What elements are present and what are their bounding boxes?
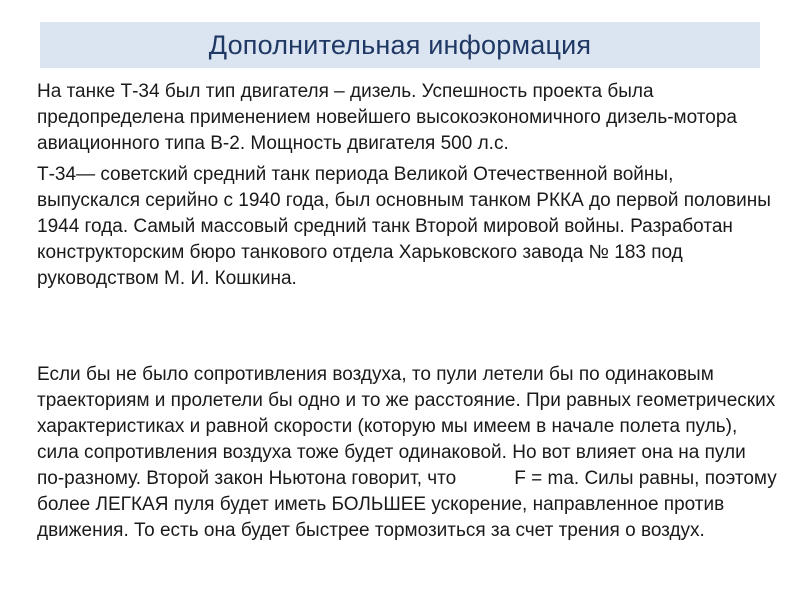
t34-history-paragraph: Т-34— советский средний танк периода Великой Отечественной войны, выпускался серийно с 1940 года, был основным танком РККА до первой половины 1944 года. Самый массовый средний танк Второй мировой войны. Разработан конструкторским бюро танкового отдела Харьковского завода № 183 под руководством М. И. Кошкина.	[37, 164, 771, 289]
newton-formula: F = ma.	[514, 468, 580, 489]
title-banner	[40, 22, 760, 68]
engine-info-paragraph: На танке Т-34 был тип двигателя – дизель. Успешность проекта была предопределена применением новейшего высокоэкономичного дизель-мотора авиационного типа В-2. Мощность двигателя 500 л.с.	[37, 81, 737, 154]
page-title: Дополнительная информация	[208, 29, 592, 60]
air-resistance-text-after: Силы равны, поэтому более ЛЕГКАЯ пуля будет иметь БОЛЬШЕЕ ускорение, направленное против движения. То есть она будет быстрее тормозиться за счет трения о воздух.	[37, 468, 777, 541]
air-resistance-text-before: Если бы не было сопротивления воздуха, то пули летели бы по одинаковым траекториям и пролетели бы одно и то же расстояние. При равных геометрических характеристиках и равной скорости (которую мы имеем в начале полета пуль), сила сопротивления воздуха тоже будет одинаковой. Но вот влияет она на пули по-разному. Второй закон Ньютона говорит, что	[37, 364, 776, 489]
air-resistance-paragraph	[37, 362, 777, 544]
